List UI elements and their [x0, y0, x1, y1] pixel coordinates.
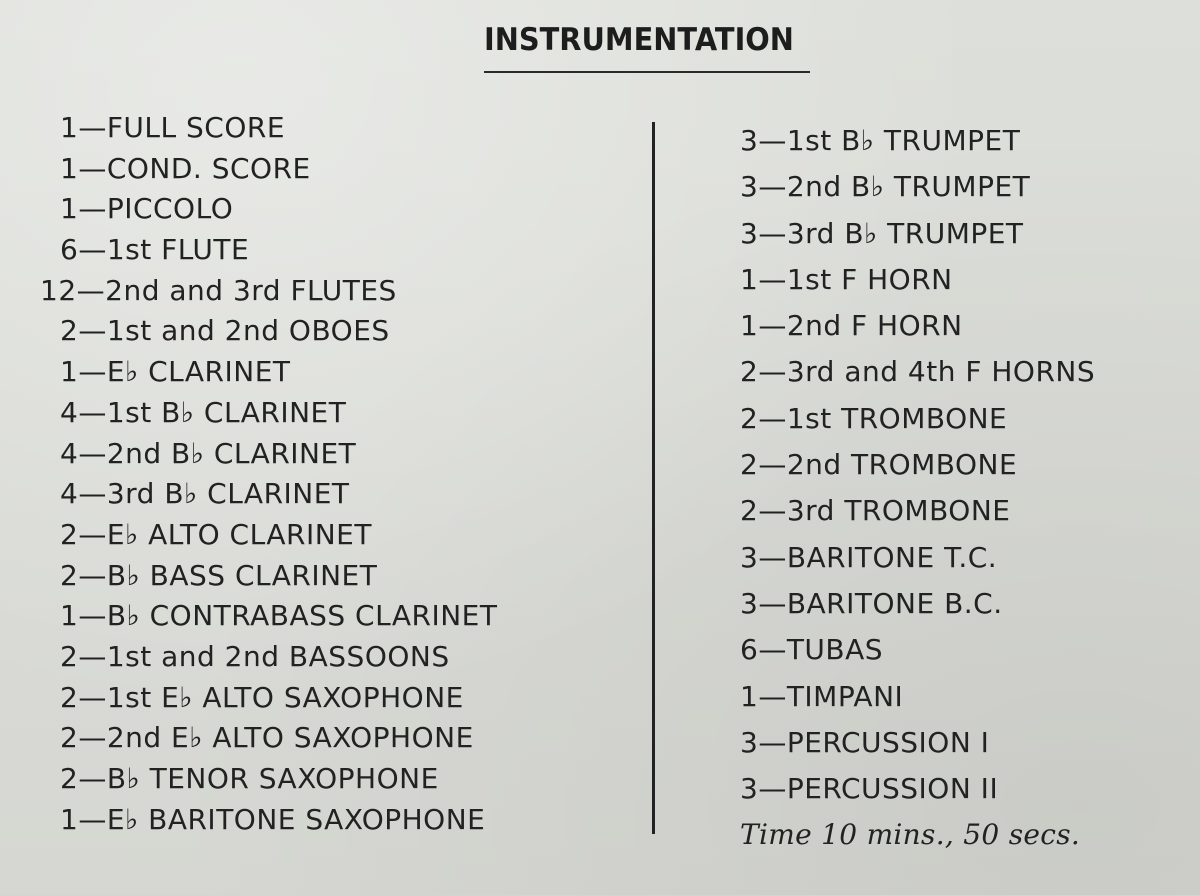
instrument-item: 3—2nd B♭ TRUMPET — [740, 170, 1031, 204]
instrument-item: 2—3rd TROMBONE — [740, 494, 1011, 528]
instrument-item: 1—TIMPANI — [740, 679, 904, 713]
instrument-item: 1—1st F HORN — [740, 262, 953, 296]
right-instrument-list — [740, 118, 1180, 859]
instrument-item: 1—E♭ BARITONE SAXOPHONE — [60, 802, 486, 836]
instrument-item: 3—PERCUSSION II — [740, 772, 999, 806]
instrument-item: 4—3rd B♭ CLARINET — [60, 477, 350, 511]
instrument-item: 2—2nd TROMBONE — [740, 448, 1018, 482]
instrument-item: 4—1st B♭ CLARINET — [60, 395, 347, 429]
instrument-item: 2—1st and 2nd BASSOONS — [60, 639, 450, 673]
instrument-item: 6—1st FLUTE — [60, 233, 250, 267]
instrument-item: 6—TUBAS — [740, 633, 884, 667]
instrument-item: 2—1st and 2nd OBOES — [60, 314, 390, 348]
instrument-item: 12—2nd and 3rd FLUTES — [40, 273, 397, 307]
instrument-item: 1—2nd F HORN — [740, 309, 963, 343]
instrument-item: 3—PERCUSSION I — [740, 725, 990, 759]
page-title: INSTRUMENTATION — [484, 22, 794, 58]
instrument-item: 3—3rd B♭ TRUMPET — [740, 216, 1024, 250]
instrument-item: 2—2nd E♭ ALTO SAXOPHONE — [60, 721, 474, 755]
instrument-item: 2—E♭ ALTO CLARINET — [60, 517, 372, 551]
column-divider — [652, 122, 655, 834]
instrument-item: 2—B♭ BASS CLARINET — [60, 558, 378, 592]
instrument-item: 1—PICCOLO — [60, 192, 234, 226]
instrument-item: 1—B♭ CONTRABASS CLARINET — [60, 599, 498, 633]
instrument-item: 2—1st E♭ ALTO SAXOPHONE — [60, 680, 464, 714]
instrument-item: 3—1st B♭ TRUMPET — [740, 124, 1021, 157]
instrument-item: 1—FULL SCORE — [60, 111, 286, 144]
instrument-item: 3—BARITONE B.C. — [740, 586, 1003, 620]
instrument-item: 2—1st TROMBONE — [740, 401, 1008, 435]
instrument-item: 2—3rd and 4th F HORNS — [740, 355, 1096, 389]
instrument-item: 1—COND. SCORE — [60, 151, 311, 185]
instrument-item: 4—2nd B♭ CLARINET — [60, 436, 357, 470]
instrument-item: 2—B♭ TENOR SAXOPHONE — [60, 762, 439, 795]
instrument-item: 3—BARITONE T.C. — [740, 540, 998, 574]
instrument-item: 1—E♭ CLARINET — [60, 355, 291, 389]
title-underline — [484, 71, 810, 73]
left-instrument-list — [40, 108, 640, 840]
duration-note: Time 10 mins., 50 secs. — [740, 818, 1081, 852]
